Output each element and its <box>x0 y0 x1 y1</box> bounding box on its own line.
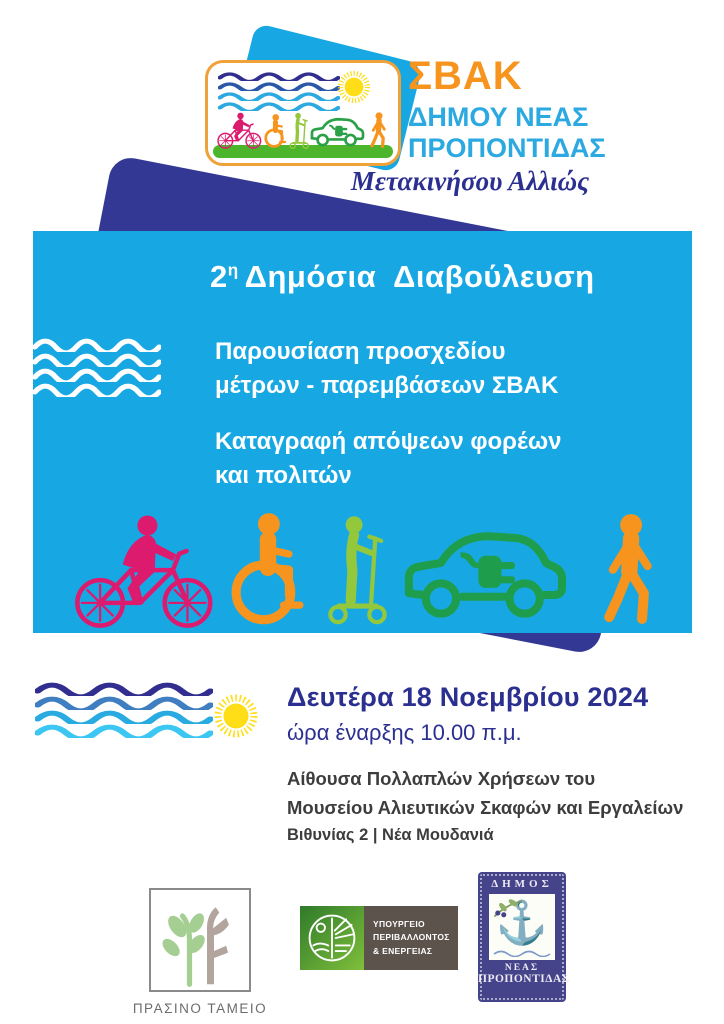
panel-body <box>215 335 561 493</box>
scooter-icon <box>289 112 309 150</box>
municipality-logo-bottom1: ΝΕΑΣ <box>504 963 540 973</box>
sun-icon <box>212 692 260 740</box>
title-text: Δημόσια Διαβούλευση <box>244 259 595 294</box>
transport-icons-row <box>71 510 666 631</box>
waves-icon <box>33 337 161 397</box>
anchor-icon: ⚓ <box>495 899 549 946</box>
waves-icon <box>218 71 340 111</box>
wheelchair-icon <box>227 510 314 631</box>
logo-transport-icons <box>216 108 390 150</box>
cyclist-icon <box>71 511 217 631</box>
body2-line2: και πολιτών <box>215 462 352 490</box>
green-fund-logo <box>122 888 278 1016</box>
event-time: ώρα έναρξης 10.00 π.μ. <box>287 720 522 745</box>
venue-block <box>287 765 683 845</box>
electric-car-icon <box>309 114 365 150</box>
brand-tagline: Μετακινήσου Αλλιώς <box>350 166 590 196</box>
sun-icon <box>336 69 372 105</box>
body2-line1: Καταγραφή απόψεων φορέων <box>215 428 562 456</box>
main-panel <box>33 231 692 633</box>
date-block <box>287 682 648 746</box>
brand-org-line1: ΔΗΜΟΥ ΝΕΑΣ <box>408 102 589 132</box>
waves-icon <box>493 947 551 957</box>
sump-logo <box>205 60 401 166</box>
municipality-logo-emblem <box>489 894 555 960</box>
municipality-logo-top-text: ΔΗΜΟΣ <box>491 878 553 890</box>
venue-line2: Μουσείου Αλιευτικών Σκαφών και Εργαλείων <box>287 796 684 818</box>
cyclist-icon <box>216 111 263 150</box>
title-ordinal: η <box>227 260 239 280</box>
green-fund-caption: ΠΡΑΣΙΝΟ ΤΑΜΕΙΟ <box>132 1001 268 1016</box>
pedestrian-icon <box>591 512 666 631</box>
venue-address: Βιθυνίας 2 | Νέα Μουδανιά <box>287 826 494 845</box>
scooter-icon <box>327 510 388 631</box>
ministry-line2: ΠΕΡΙΒΑΛΛΟΝΤΟΣ <box>373 932 450 943</box>
ministry-line3: & ΕΝΕΡΓΕΙΑΣ <box>373 945 433 956</box>
ministry-text <box>364 906 458 970</box>
body1-line1: Παρουσίαση προσχεδίου <box>215 338 506 365</box>
electric-car-icon <box>400 521 569 628</box>
waves-icon <box>35 682 213 738</box>
title-number: 2 <box>210 259 228 294</box>
olive-branch-icon <box>491 896 525 920</box>
ministry-logo <box>300 906 458 970</box>
body1-line2: μέτρων - παρεμβάσεων ΣΒΑΚ <box>215 372 559 400</box>
brand-acronym: ΣΒΑΚ <box>408 54 523 98</box>
wheelchair-icon <box>263 113 289 150</box>
municipality-logo <box>478 872 570 1002</box>
event-date: Δευτέρα 18 Νοεμβρίου 2024 <box>287 682 649 712</box>
venue-line1: Αίθουσα Πολλαπλών Χρήσεων του <box>287 768 596 789</box>
brand-org-line2: ΠΡΟΠΟΝΤΙΔΑΣ <box>408 132 606 163</box>
tree-logo-icon <box>149 888 251 992</box>
ministry-line1: ΥΠΟΥΡΓΕΙΟ <box>373 919 425 930</box>
municipality-logo-bottom2: ΠΡΟΠΟΝΤΙΔΑΣ <box>478 973 570 985</box>
brand-block <box>408 56 606 163</box>
ministry-emblem-icon <box>300 906 364 970</box>
pedestrian-icon <box>366 112 390 150</box>
panel-title <box>210 259 595 295</box>
body-paragraph-1 <box>215 335 561 403</box>
body-paragraph-2 <box>215 425 561 493</box>
